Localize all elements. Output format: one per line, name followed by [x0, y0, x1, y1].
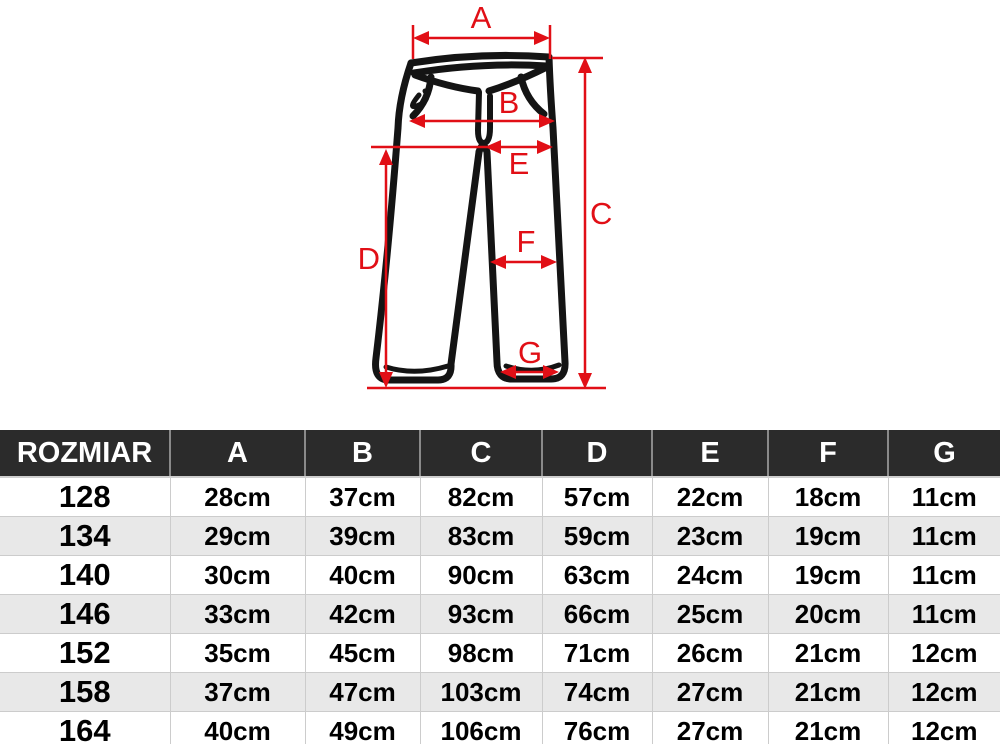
measurement-cell: 49cm — [305, 712, 420, 744]
measurement-cell: 106cm — [420, 712, 542, 744]
measurement-cell: 23cm — [652, 517, 768, 556]
measurement-cell: 74cm — [542, 673, 652, 712]
measurement-cell: 21cm — [768, 673, 888, 712]
measurement-cell: 25cm — [652, 595, 768, 634]
column-header-f: F — [768, 430, 888, 477]
measurement-cell: 98cm — [420, 634, 542, 673]
measurement-cell: 26cm — [652, 634, 768, 673]
measurement-cell: 27cm — [652, 673, 768, 712]
measurement-cell: 83cm — [420, 517, 542, 556]
table-body — [0, 477, 1000, 744]
measurement-cell: 45cm — [305, 634, 420, 673]
coin-pocket-detail — [412, 91, 426, 107]
size-cell: 140 — [0, 556, 170, 595]
measurement-cell: 76cm — [542, 712, 652, 744]
measurement-cell: 35cm — [170, 634, 305, 673]
measurement-cell: 37cm — [170, 673, 305, 712]
table-row — [0, 673, 1000, 712]
table-row — [0, 477, 1000, 517]
fly-detail — [478, 92, 490, 143]
measurement-cell: 90cm — [420, 556, 542, 595]
column-header-d: D — [542, 430, 652, 477]
measurement-cell: 20cm — [768, 595, 888, 634]
measurement-cell: 22cm — [652, 477, 768, 517]
measurement-cell: 59cm — [542, 517, 652, 556]
measurement-cell: 12cm — [888, 673, 1000, 712]
measurement-cell: 11cm — [888, 595, 1000, 634]
measure-label-g: G — [517, 335, 543, 370]
table-row — [0, 595, 1000, 634]
measurement-cell: 47cm — [305, 673, 420, 712]
column-header-g: G — [888, 430, 1000, 477]
measurement-cell: 12cm — [888, 712, 1000, 744]
measure-label-b: B — [498, 85, 520, 120]
measurement-cell: 18cm — [768, 477, 888, 517]
column-header-rozmiar: ROZMIAR — [0, 430, 170, 477]
measurement-cell: 24cm — [652, 556, 768, 595]
measure-label-c: C — [590, 196, 613, 231]
measurement-cell: 33cm — [170, 595, 305, 634]
measurement-cell: 42cm — [305, 595, 420, 634]
measurement-cell: 103cm — [420, 673, 542, 712]
measure-label-e: E — [508, 146, 530, 181]
measurement-cell: 11cm — [888, 477, 1000, 517]
size-cell: 152 — [0, 634, 170, 673]
measurement-cell: 11cm — [888, 517, 1000, 556]
measurement-cell: 63cm — [542, 556, 652, 595]
measurement-cell: 71cm — [542, 634, 652, 673]
table-header-row — [0, 430, 1000, 477]
measurement-cell: 21cm — [768, 712, 888, 744]
measurement-cell: 11cm — [888, 556, 1000, 595]
measurement-cell: 27cm — [652, 712, 768, 744]
measurement-cell: 66cm — [542, 595, 652, 634]
measure-label-a: A — [470, 0, 492, 35]
table-row — [0, 556, 1000, 595]
measurement-cell: 30cm — [170, 556, 305, 595]
measurement-cell: 93cm — [420, 595, 542, 634]
measurement-cell: 40cm — [170, 712, 305, 744]
measurement-cell: 21cm — [768, 634, 888, 673]
size-cell: 128 — [0, 477, 170, 517]
pants-outline — [376, 55, 566, 380]
measurement-cell: 37cm — [305, 477, 420, 517]
table-row — [0, 634, 1000, 673]
measurement-cell: 19cm — [768, 517, 888, 556]
measurement-cell: 19cm — [768, 556, 888, 595]
measurement-cell: 57cm — [542, 477, 652, 517]
measurement-cell: 28cm — [170, 477, 305, 517]
column-header-e: E — [652, 430, 768, 477]
measurement-cell: 40cm — [305, 556, 420, 595]
column-header-a: A — [170, 430, 305, 477]
column-header-b: B — [305, 430, 420, 477]
measure-label-f: F — [516, 224, 536, 259]
table-row — [0, 517, 1000, 556]
column-header-c: C — [420, 430, 542, 477]
size-chart-table — [0, 430, 1000, 744]
size-cell: 164 — [0, 712, 170, 744]
measurement-cell: 39cm — [305, 517, 420, 556]
left-hem-stitch — [386, 366, 448, 371]
table-row — [0, 712, 1000, 744]
measurement-cell: 29cm — [170, 517, 305, 556]
size-cell: 134 — [0, 517, 170, 556]
measure-label-d: D — [357, 241, 380, 276]
size-cell: 158 — [0, 673, 170, 712]
size-cell: 146 — [0, 595, 170, 634]
measurement-cell: 12cm — [888, 634, 1000, 673]
measurement-cell: 82cm — [420, 477, 542, 517]
